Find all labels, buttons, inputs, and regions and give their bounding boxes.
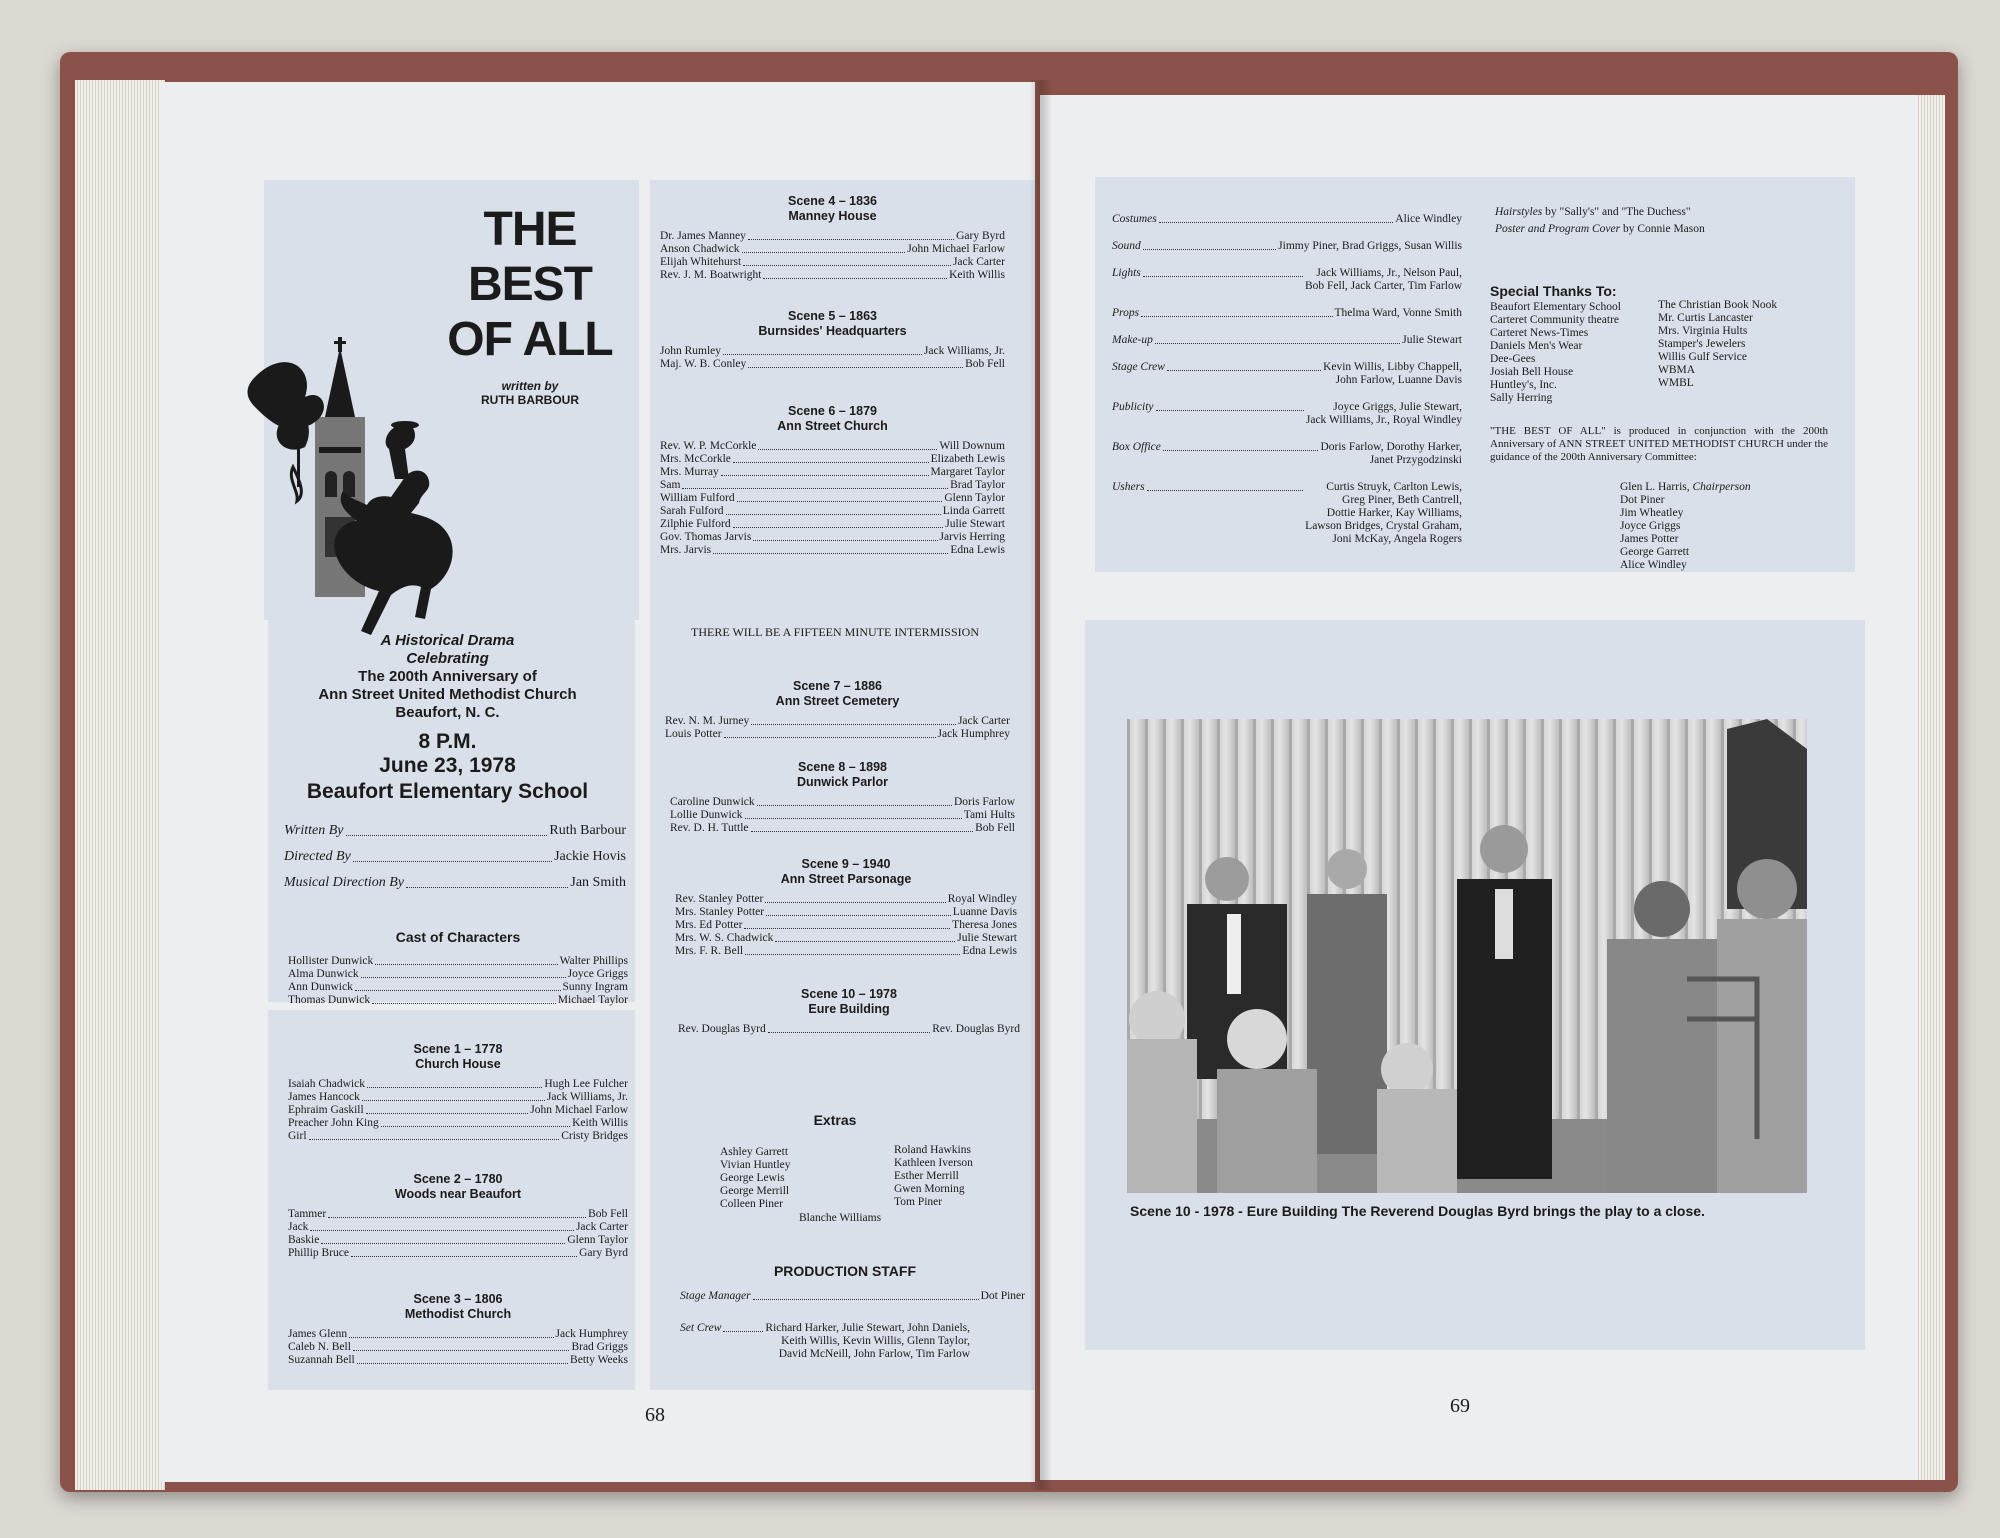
subtitle-line-3: The 200th Anniversary of — [358, 668, 537, 685]
staff-row: Ushers Curtis Struyk, Carlton Lewis, Greg Piner, Beth Cantrell, Dottie Harker, Kay Williams, Lawson Bridges, Crystal Graham, Joni McKay, Angela Rogers — [1112, 481, 1462, 545]
extra-name: Gwen Morning — [894, 1183, 965, 1195]
extra-name: Tom Piner — [894, 1196, 943, 1208]
cast-row: Louis Potter Jack Humphrey — [665, 728, 1010, 740]
scene-9 — [675, 857, 1017, 958]
thanks-item: Willis Gulf Service — [1658, 351, 1747, 363]
scene-1 — [288, 1042, 628, 1143]
extra-name: George Merrill — [720, 1185, 790, 1197]
poster-credit: Poster and Program Cover by Connie Mason — [1495, 223, 1705, 235]
credit-written-by: Written By Ruth Barbour — [284, 823, 626, 838]
extras-col-1 — [720, 1146, 870, 1211]
title-line-3: OF ALL — [447, 313, 613, 366]
written-by-label: written by — [501, 379, 559, 393]
thanks-item: Josiah Bell House — [1490, 366, 1574, 378]
scene-2 — [288, 1172, 628, 1260]
committee-member: Joyce Griggs — [1620, 520, 1681, 532]
performance-time: 8 P.M. — [418, 730, 477, 753]
title-line-1: THE — [483, 203, 577, 256]
committee-member: Dot Piner — [1620, 494, 1665, 506]
staff-row: Sound Jimmy Piner, Brad Griggs, Susan Willis — [1112, 240, 1462, 252]
cast-row: Mrs. McCorkle Elizabeth Lewis — [660, 453, 1005, 465]
scene-3 — [288, 1292, 628, 1367]
thanks-item: Mr. Curtis Lancaster — [1658, 312, 1753, 324]
cast-row: Jack Jack Carter — [288, 1221, 628, 1233]
scene-5 — [660, 309, 1005, 371]
cast-row: Caroline Dunwick Doris Farlow — [670, 796, 1015, 808]
subtitle-line-4: Ann Street United Methodist Church — [318, 686, 577, 703]
cast-of-characters — [288, 930, 628, 1007]
performance-venue: Beaufort Elementary School — [306, 780, 589, 803]
cast-row: Sam Brad Taylor — [660, 479, 1005, 491]
subtitle-block — [260, 632, 635, 806]
staff-row: Costumes Alice Windley — [1112, 213, 1462, 225]
cast-row: Sarah Fulford Linda Garrett — [660, 505, 1005, 517]
thanks-col-2 — [1658, 299, 1838, 390]
extra-name: Ashley Garrett — [720, 1146, 789, 1158]
produced-statement: "THE BEST OF ALL" is produced in conjunction with the 200th Anniversary of ANN STREET UNITED METHODIST CHURCH under the guidance of the 200th Anniversary Committee: — [1490, 425, 1828, 463]
extra-name: Vivian Huntley — [720, 1159, 791, 1171]
cast-row: Rev. N. M. Jurney Jack Carter — [665, 715, 1010, 727]
cast-row: Mrs. F. R. Bell Edna Lewis — [675, 945, 1017, 957]
thanks-item: Beaufort Elementary School — [1490, 301, 1621, 313]
scene-location: Ann Street Church — [777, 419, 888, 433]
cast-row: Thomas Dunwick Michael Taylor — [288, 994, 628, 1006]
subtitle-line-5: Beaufort, N. C. — [395, 704, 500, 721]
cast-row: Hollister Dunwick Walter Phillips — [288, 955, 628, 967]
scene-heading: Scene 3 – 1806 — [413, 1292, 503, 1306]
cast-row: Phillip Bruce Gary Byrd — [288, 1247, 628, 1259]
cast-row: Mrs. Stanley Potter Luanne Davis — [675, 906, 1017, 918]
intermission-note: THERE WILL BE A FIFTEEN MINUTE INTERMISSION — [691, 625, 979, 639]
scene-location: Manney House — [788, 209, 877, 223]
extra-name: George Lewis — [720, 1172, 785, 1184]
cast-row: Rev. Stanley Potter Royal Windley — [675, 893, 1017, 905]
cast-row: Tammer Bob Fell — [288, 1208, 628, 1220]
scene-location: Ann Street Parsonage — [780, 872, 912, 886]
scene-heading: Scene 8 – 1898 — [798, 760, 887, 774]
subtitle-line-2: Celebrating — [406, 650, 489, 667]
hairstyles-credit: Hairstyles by "Sally's" and "The Duchess" — [1495, 206, 1691, 218]
extra-name: Kathleen Iverson — [894, 1157, 973, 1169]
cast-row: Lollie Dunwick Tami Hults — [670, 809, 1015, 821]
cast-row: Rev. W. P. McCorkle Will Downum — [660, 440, 1005, 452]
scene-heading: Scene 9 – 1940 — [801, 857, 891, 871]
staff-row: Box Office Doris Farlow, Dorothy Harker, Janet Przygodzinski — [1112, 441, 1462, 466]
stage-manager-row: Stage Manager Dot Piner — [680, 1290, 1025, 1302]
cast-heading: Cast of Characters — [395, 929, 521, 945]
scene-10 — [678, 987, 1020, 1036]
author-name: RUTH BARBOUR — [481, 393, 579, 407]
credit-directed-by: Directed By Jackie Hovis — [284, 849, 626, 864]
staff-list — [1112, 213, 1462, 546]
cast-row: Ephraim Gaskill John Michael Farlow — [288, 1104, 628, 1116]
cast-row: Zilphie Fulford Julie Stewart — [660, 518, 1005, 530]
cast-row: John Rumley Jack Williams, Jr. — [660, 345, 1005, 357]
scene-heading: Scene 7 – 1886 — [793, 679, 882, 693]
cast-row: Maj. W. B. Conley Bob Fell — [660, 358, 1005, 370]
thanks-item: The Christian Book Nook — [1658, 299, 1778, 311]
cast-row: James Hancock Jack Williams, Jr. — [288, 1091, 628, 1103]
cast-row: Girl Cristy Bridges — [288, 1130, 628, 1142]
cast-row: Mrs. Murray Margaret Taylor — [660, 466, 1005, 478]
cast-row: Gov. Thomas Jarvis Jarvis Herring — [660, 531, 1005, 543]
scene-location: Dunwick Parlor — [797, 775, 888, 789]
scene-4 — [660, 194, 1005, 282]
thanks-col-1 — [1490, 301, 1660, 405]
cast-row: Mrs. Jarvis Edna Lewis — [660, 544, 1005, 556]
committee-list — [1620, 481, 1820, 572]
scene-location: Woods near Beaufort — [394, 1187, 522, 1201]
subtitle-line-1: A Historical Drama — [380, 632, 515, 649]
cast-row: Isaiah Chadwick Hugh Lee Fulcher — [288, 1078, 628, 1090]
cast-row: Anson Chadwick John Michael Farlow — [660, 243, 1005, 255]
staff-row: Stage Crew Kevin Willis, Libby Chappell, John Farlow, Luanne Davis — [1112, 361, 1462, 386]
scene-location: Burnsides' Headquarters — [758, 324, 907, 338]
thanks-item: WMBL — [1658, 377, 1694, 389]
scene-heading: Scene 6 – 1879 — [788, 404, 877, 418]
extra-name: Roland Hawkins — [894, 1144, 971, 1156]
cast-row: James Glenn Jack Humphrey — [288, 1328, 628, 1340]
committee-member: Jim Wheatley — [1620, 507, 1684, 519]
cast-row: Rev. J. M. Boatwright Keith Willis — [660, 269, 1005, 281]
thanks-item: Daniels Men's Wear — [1490, 340, 1583, 352]
thanks-item: WBMA — [1658, 364, 1696, 376]
scene-6 — [660, 404, 1005, 557]
scene-location: Eure Building — [808, 1002, 890, 1016]
scene-heading: Scene 4 – 1836 — [788, 194, 877, 208]
thanks-item: Carteret Community theatre — [1490, 314, 1620, 326]
cast-row: Suzannah Bell Betty Weeks — [288, 1354, 628, 1366]
extra-name: Colleen Piner — [720, 1198, 783, 1210]
scene-8 — [670, 760, 1015, 835]
cast-row: Baskie Glenn Taylor — [288, 1234, 628, 1246]
book-gutter — [1030, 80, 1052, 1490]
cast-row: Rev. Douglas Byrd Rev. Douglas Byrd — [678, 1023, 1020, 1035]
right-page — [1040, 95, 1918, 1480]
scene-location: Ann Street Cemetery — [775, 694, 900, 708]
cast-row: Alma Dunwick Joyce Griggs — [288, 968, 628, 980]
cast-row: Mrs. Ed Potter Theresa Jones — [675, 919, 1017, 931]
cast-row: Dr. James Manney Gary Byrd — [660, 230, 1005, 242]
scene-heading: Scene 5 – 1863 — [788, 309, 877, 323]
staff-row: Lights Jack Williams, Jr., Nelson Paul, Bob Fell, Jack Carter, Tim Farlow — [1112, 267, 1462, 292]
cast-row: Elijah Whitehurst Jack Carter — [660, 256, 1005, 268]
stage-photo — [1127, 719, 1807, 1193]
cast-row: Rev. D. H. Tuttle Bob Fell — [670, 822, 1015, 834]
staff-row: Make-up Julie Stewart — [1112, 334, 1462, 346]
scene-7 — [665, 679, 1010, 741]
scene-heading: Scene 1 – 1778 — [413, 1042, 503, 1056]
committee-member: Alice Windley — [1620, 559, 1687, 571]
thanks-item: Sally Herring — [1490, 392, 1553, 404]
thanks-item: Mrs. Virginia Hults — [1658, 325, 1748, 337]
committee-member: George Garrett — [1620, 546, 1690, 558]
thanks-item: Carteret News-Times — [1490, 327, 1589, 339]
staff-row: Props Thelma Ward, Vonne Smith — [1112, 307, 1462, 319]
left-page-edges — [75, 80, 165, 1490]
special-thanks-heading: Special Thanks To: — [1490, 283, 1617, 299]
cast-row: Caleb N. Bell Brad Griggs — [288, 1341, 628, 1353]
performance-date: June 23, 1978 — [379, 754, 516, 777]
page-number-left: 68 — [645, 1404, 665, 1426]
left-page — [160, 82, 1035, 1482]
cast-row: Preacher John King Keith Willis — [288, 1117, 628, 1129]
page-number-right: 69 — [1450, 1395, 1470, 1417]
committee-chair: Glen L. Harris, Chairperson — [1620, 481, 1751, 493]
extra-name: Esther Merrill — [894, 1170, 959, 1182]
committee-member: James Potter — [1620, 533, 1679, 545]
scene-heading: Scene 10 – 1978 — [801, 987, 897, 1001]
extras-col-2 — [894, 1144, 1035, 1209]
credit-musical-direction: Musical Direction By Jan Smith — [284, 875, 626, 890]
production-staff-heading: PRODUCTION STAFF — [773, 1263, 917, 1279]
cast-row: William Fulford Glenn Taylor — [660, 492, 1005, 504]
cast-row: Ann Dunwick Sunny Ingram — [288, 981, 628, 993]
scene-location: Methodist Church — [404, 1307, 512, 1321]
staff-row: Publicity Joyce Griggs, Julie Stewart, Jack Williams, Jr., Royal Windley — [1112, 401, 1462, 426]
set-crew-row: Set Crew Richard Harker, Julie Stewart, John Daniels, Keith Willis, Kevin Willis, Glenn Taylor, David McNeill, John Farlow, Tim Farlow — [680, 1322, 970, 1360]
extras-heading: Extras — [813, 1112, 857, 1128]
extra-name: Blanche Williams — [799, 1212, 882, 1224]
thanks-item: Stamper's Jewelers — [1658, 338, 1746, 350]
thanks-item: Dee-Gees — [1490, 353, 1536, 365]
thanks-item: Huntley's, Inc. — [1490, 379, 1557, 391]
title-line-2: BEST — [467, 258, 592, 311]
photo-caption: Scene 10 - 1978 - Eure Building The Reverend Douglas Byrd brings the play to a close. — [1130, 1203, 1705, 1219]
scene-heading: Scene 2 – 1780 — [413, 1172, 503, 1186]
scene-location: Church House — [415, 1057, 501, 1071]
cast-row: Mrs. W. S. Chadwick Julie Stewart — [675, 932, 1017, 944]
credits — [284, 822, 626, 892]
